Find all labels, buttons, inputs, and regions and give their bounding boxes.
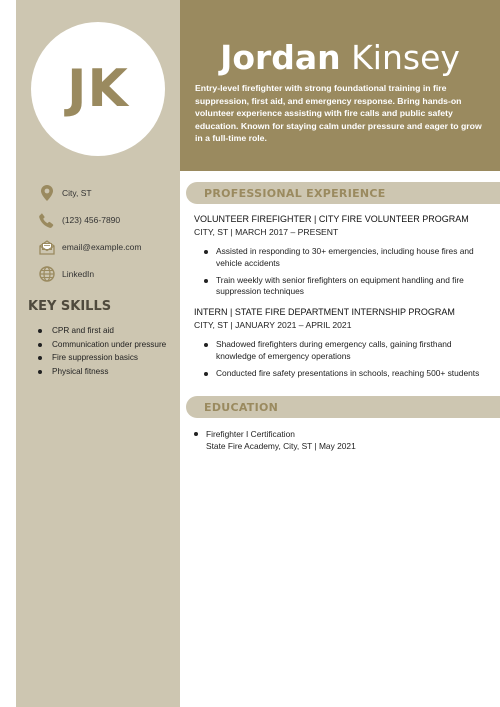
education-list [194,428,484,452]
contact-location [38,184,92,202]
contact-linkedin [38,265,95,283]
skill-item: Communication under pressure [38,338,166,352]
job-meta: CITY, ST | MARCH 2017 – PRESENT [194,227,339,237]
monogram-initials: JK [67,59,129,119]
key-skills-list [38,324,166,378]
education-section-header [186,396,500,418]
globe-icon [38,266,55,283]
skill-item: CPR and first aid [38,324,166,338]
first-name: Jordan [220,38,341,77]
job-meta: CITY, ST | JANUARY 2021 – APRIL 2021 [194,320,352,330]
experience-section-header [186,182,500,204]
job-bullets [204,246,490,303]
contact-location-text: City, ST [62,188,92,198]
job-bullet: Train weekly with senior firefighters on equipment handling and fire suppression techniques [204,275,490,299]
job-title: INTERN | STATE FIRE DEPARTMENT INTERNSHIP PROGRAM [194,307,455,317]
job-bullet: Assisted in responding to 30+ emergencies, including house fires and vehicle accidents [204,246,490,270]
education-item [194,428,484,452]
email-icon [38,239,55,256]
job-bullet: Conducted fire safety presentations in schools, reaching 500+ students [204,368,490,380]
contact-email-text: email@example.com [62,242,142,252]
education-detail: State Fire Academy, City, ST | May 2021 [206,441,356,451]
key-skills-heading: KEY SKILLS [28,299,112,314]
location-pin-icon [38,185,55,202]
contact-linkedin-text: LinkedIn [62,269,95,279]
contact-phone-text: (123) 456-7890 [62,215,121,225]
skill-item: Fire suppression basics [38,351,166,365]
job-title: VOLUNTEER FIREFIGHTER | CITY FIRE VOLUNTEER PROGRAM [194,214,469,224]
job-bullets [204,339,490,384]
monogram-circle [31,22,165,156]
phone-icon [38,212,55,229]
contact-email [38,238,142,256]
skill-item: Physical fitness [38,365,166,379]
experience-heading: PROFESSIONAL EXPERIENCE [204,186,386,200]
education-heading: EDUCATION [204,400,279,414]
education-degree: Firefighter I Certification [206,429,295,439]
contact-phone [38,211,121,229]
last-name: Kinsey [351,38,460,77]
profile-summary: Entry-level firefighter with strong foundational training in fire suppression, first aid, and emergency response. Bring hands-on volunteer experience assisting with fire calls and public safety education. Known for staying calm under pressure and eager to grow in a full-time role. [195,83,482,143]
candidate-name [180,38,500,77]
job-bullet: Shadowed firefighters during emergency calls, gaining firsthand knowledge of emergency operations [204,339,490,363]
